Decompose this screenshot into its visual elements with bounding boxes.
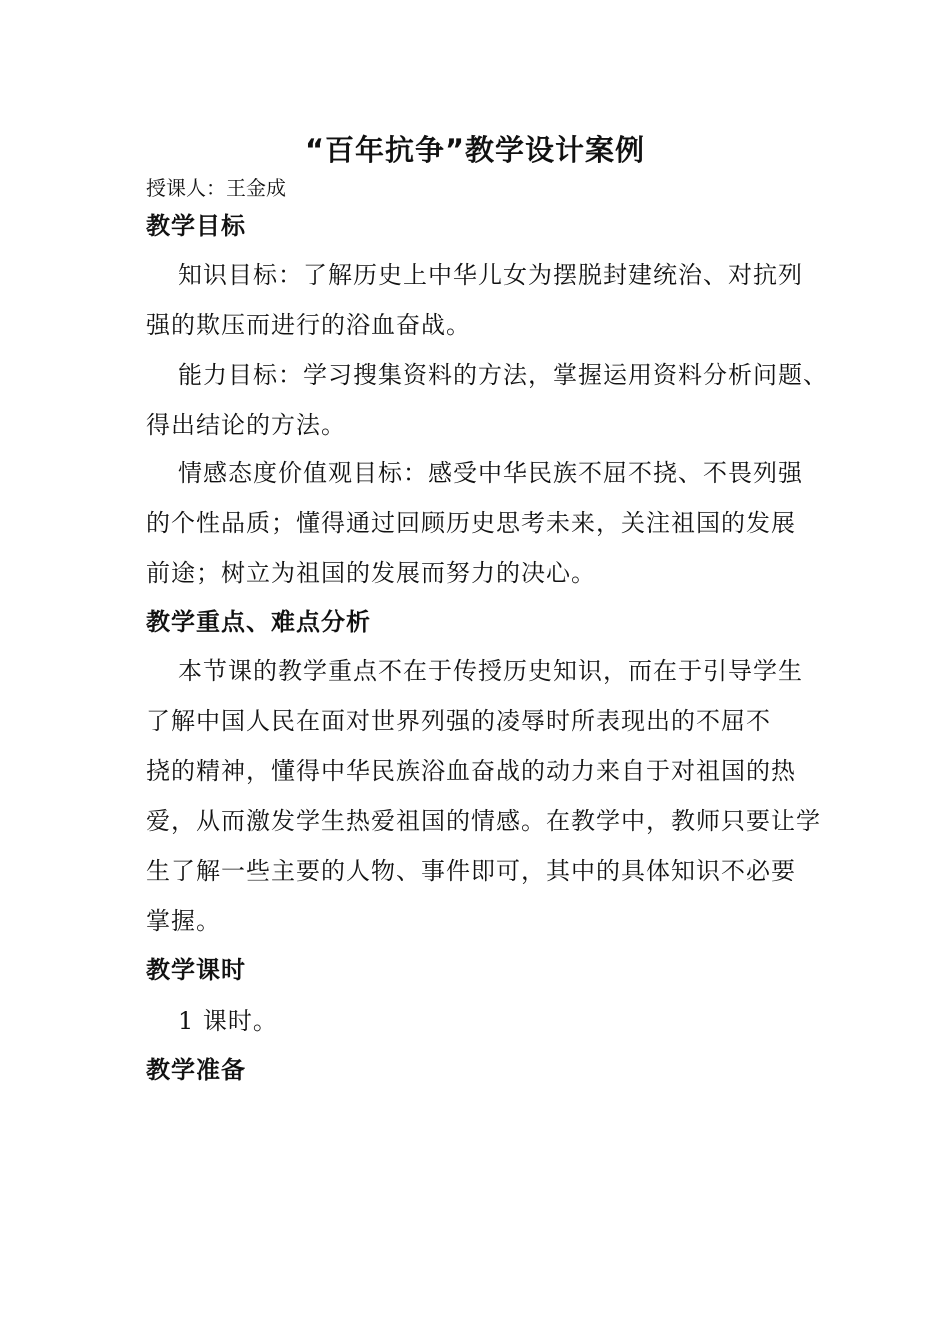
paragraph-line: 了解中国人民在面对世界列强的凌辱时所表现出的不屈不 (146, 707, 771, 735)
paragraph-line: 能力目标：学习搜集资料的方法，掌握运用资料分析问题、 (178, 361, 828, 389)
section-heading-class-hours: 教学课时 (146, 956, 246, 984)
paragraph-line: 掌握。 (146, 907, 221, 935)
paragraph-line: 得出结论的方法。 (146, 411, 346, 439)
paragraph-line: 情感态度价值观目标：感受中华民族不屈不挠、不畏列强 (178, 459, 803, 487)
paragraph-line: 本节课的教学重点不在于传授历史知识，而在于引导学生 (178, 657, 803, 685)
paragraph-line: 的个性品质；懂得通过回顾历史思考未来，关注祖国的发展 (146, 509, 796, 537)
paragraph-emotion-objective (146, 448, 806, 598)
paragraph-line: 知识目标：了解历史上中华儿女为摆脱封建统治、对抗列 (178, 261, 803, 289)
paragraph-line: 1 课时。 (178, 1007, 278, 1035)
section-heading-objectives: 教学目标 (146, 212, 246, 240)
paragraph-line: 挠的精神，懂得中华民族浴血奋战的动力来自于对祖国的热 (146, 757, 796, 785)
paragraph-line: 生了解一些主要的人物、事件即可，其中的具体知识不必要 (146, 857, 796, 885)
paragraph-line: 爱，从而激发学生热爱祖国的情感。在教学中，教师只要让学 (146, 807, 821, 835)
paragraph-line: 前途；树立为祖国的发展而努力的决心。 (146, 559, 596, 587)
document-title: “百年抗争”教学设计案例 (304, 133, 646, 167)
paragraph-ability-objective (146, 350, 828, 450)
paragraph-class-hours (146, 996, 806, 1046)
paragraph-key-points (146, 646, 821, 946)
section-heading-preparation: 教学准备 (146, 1056, 246, 1084)
paragraph-knowledge-objective (146, 250, 806, 350)
author-line: 授课人：王金成 (146, 176, 286, 200)
paragraph-line: 强的欺压而进行的浴血奋战。 (146, 311, 471, 339)
section-heading-key-points: 教学重点、难点分析 (146, 608, 371, 636)
